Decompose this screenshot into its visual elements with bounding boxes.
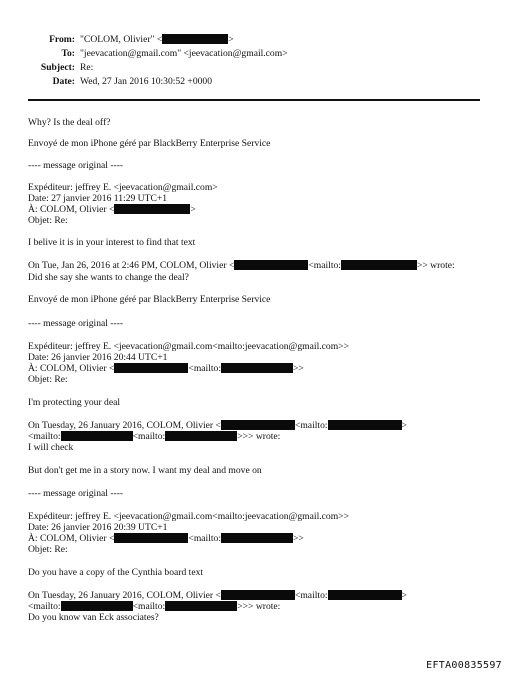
redaction-bar <box>165 431 237 441</box>
from-label: From: <box>49 34 75 45</box>
body-line: Date: 26 janvier 2016 20:39 UTC+1 <box>28 522 168 533</box>
redaction-bar <box>165 601 237 611</box>
body-line: Objet: Re: <box>28 215 68 226</box>
redaction-bar <box>61 431 133 441</box>
body-line: But don't get me in a story now. I want my deal and move on <box>28 465 262 476</box>
body-line: On Tuesday, 26 January 2016, COLOM, Olivier < <mailto: > <box>28 590 407 601</box>
body-line: Did she say she wants to change the deal? <box>28 272 189 283</box>
body-line: On Tue, Jan 26, 2016 at 2:46 PM, COLOM, Olivier < <mailto: >> wrote: <box>28 260 455 271</box>
redaction-bar <box>221 420 295 430</box>
body-line: Expéditeur: jeffrey E. <jeevacation@gmail.com<mailto:jeevacation@gmail.com>> <box>28 341 349 352</box>
body-line: I belive it is in your interest to find that text <box>28 237 196 248</box>
subject-value: Re: <box>80 62 94 73</box>
redaction-bar <box>114 533 188 543</box>
to-value: "jeevacation@gmail.com" <jeevacation@gmail.com> <box>80 48 288 59</box>
body-line: Do you know van Eck associates? <box>28 612 159 623</box>
redaction-bar <box>162 34 228 44</box>
redaction-bar <box>221 533 293 543</box>
redaction-bar <box>341 260 417 270</box>
redaction-bar <box>234 260 308 270</box>
body-line: Objet: Re: <box>28 374 68 385</box>
body-line: I'm protecting your deal <box>28 397 121 408</box>
from-value: "COLOM, Olivier" < > <box>80 34 234 45</box>
subject-label: Subject: <box>40 62 75 73</box>
body-line: À: COLOM, Olivier < <mailto: >> <box>28 533 304 544</box>
document-id: EFTA00835597 <box>426 660 502 671</box>
body-line: À: COLOM, Olivier < > <box>28 204 196 215</box>
redaction-bar <box>221 363 293 373</box>
body-line: ---- message original ---- <box>28 318 124 329</box>
date-label: Date: <box>52 76 75 87</box>
body-line: I will check <box>28 442 74 453</box>
body-line: Date: 27 janvier 2016 11:29 UTC+1 <box>28 193 168 204</box>
redaction-bar <box>61 601 133 611</box>
body-line: ---- message original ---- <box>28 488 124 499</box>
redaction-bar <box>221 590 295 600</box>
body-line: Do you have a copy of the Cynthia board text <box>28 567 204 578</box>
date-value: Wed, 27 Jan 2016 10:30:52 +0000 <box>80 76 213 87</box>
body-line: Date: 26 janvier 2016 20:44 UTC+1 <box>28 352 168 363</box>
body-line: Objet: Re: <box>28 544 68 555</box>
body-line: On Tuesday, 26 January 2016, COLOM, Olivier < <mailto: > <box>28 420 407 431</box>
redaction-bar <box>328 420 402 430</box>
redaction-bar <box>114 204 190 214</box>
to-label: To: <box>61 48 75 59</box>
body-line: Why? Is the deal off? <box>28 117 111 128</box>
body-line: ---- message original ---- <box>28 160 124 171</box>
redaction-bar <box>114 363 188 373</box>
body-line: Expéditeur: jeffrey E. <jeevacation@gmail.com<mailto:jeevacation@gmail.com>> <box>28 511 349 522</box>
body-line: Envoyé de mon iPhone géré par BlackBerry Enterprise Service <box>28 138 271 149</box>
body-line: <mailto: <mailto: >>> wrote: <box>28 431 281 442</box>
header-divider <box>28 99 480 101</box>
body-line: À: COLOM, Olivier < <mailto: >> <box>28 363 304 374</box>
redaction-bar <box>328 590 402 600</box>
body-line: Envoyé de mon iPhone géré par BlackBerry Enterprise Service <box>28 294 271 305</box>
body-line: <mailto: <mailto: >>> wrote: <box>28 601 281 612</box>
body-line: Expéditeur: jeffrey E. <jeevacation@gmail.com> <box>28 182 218 193</box>
